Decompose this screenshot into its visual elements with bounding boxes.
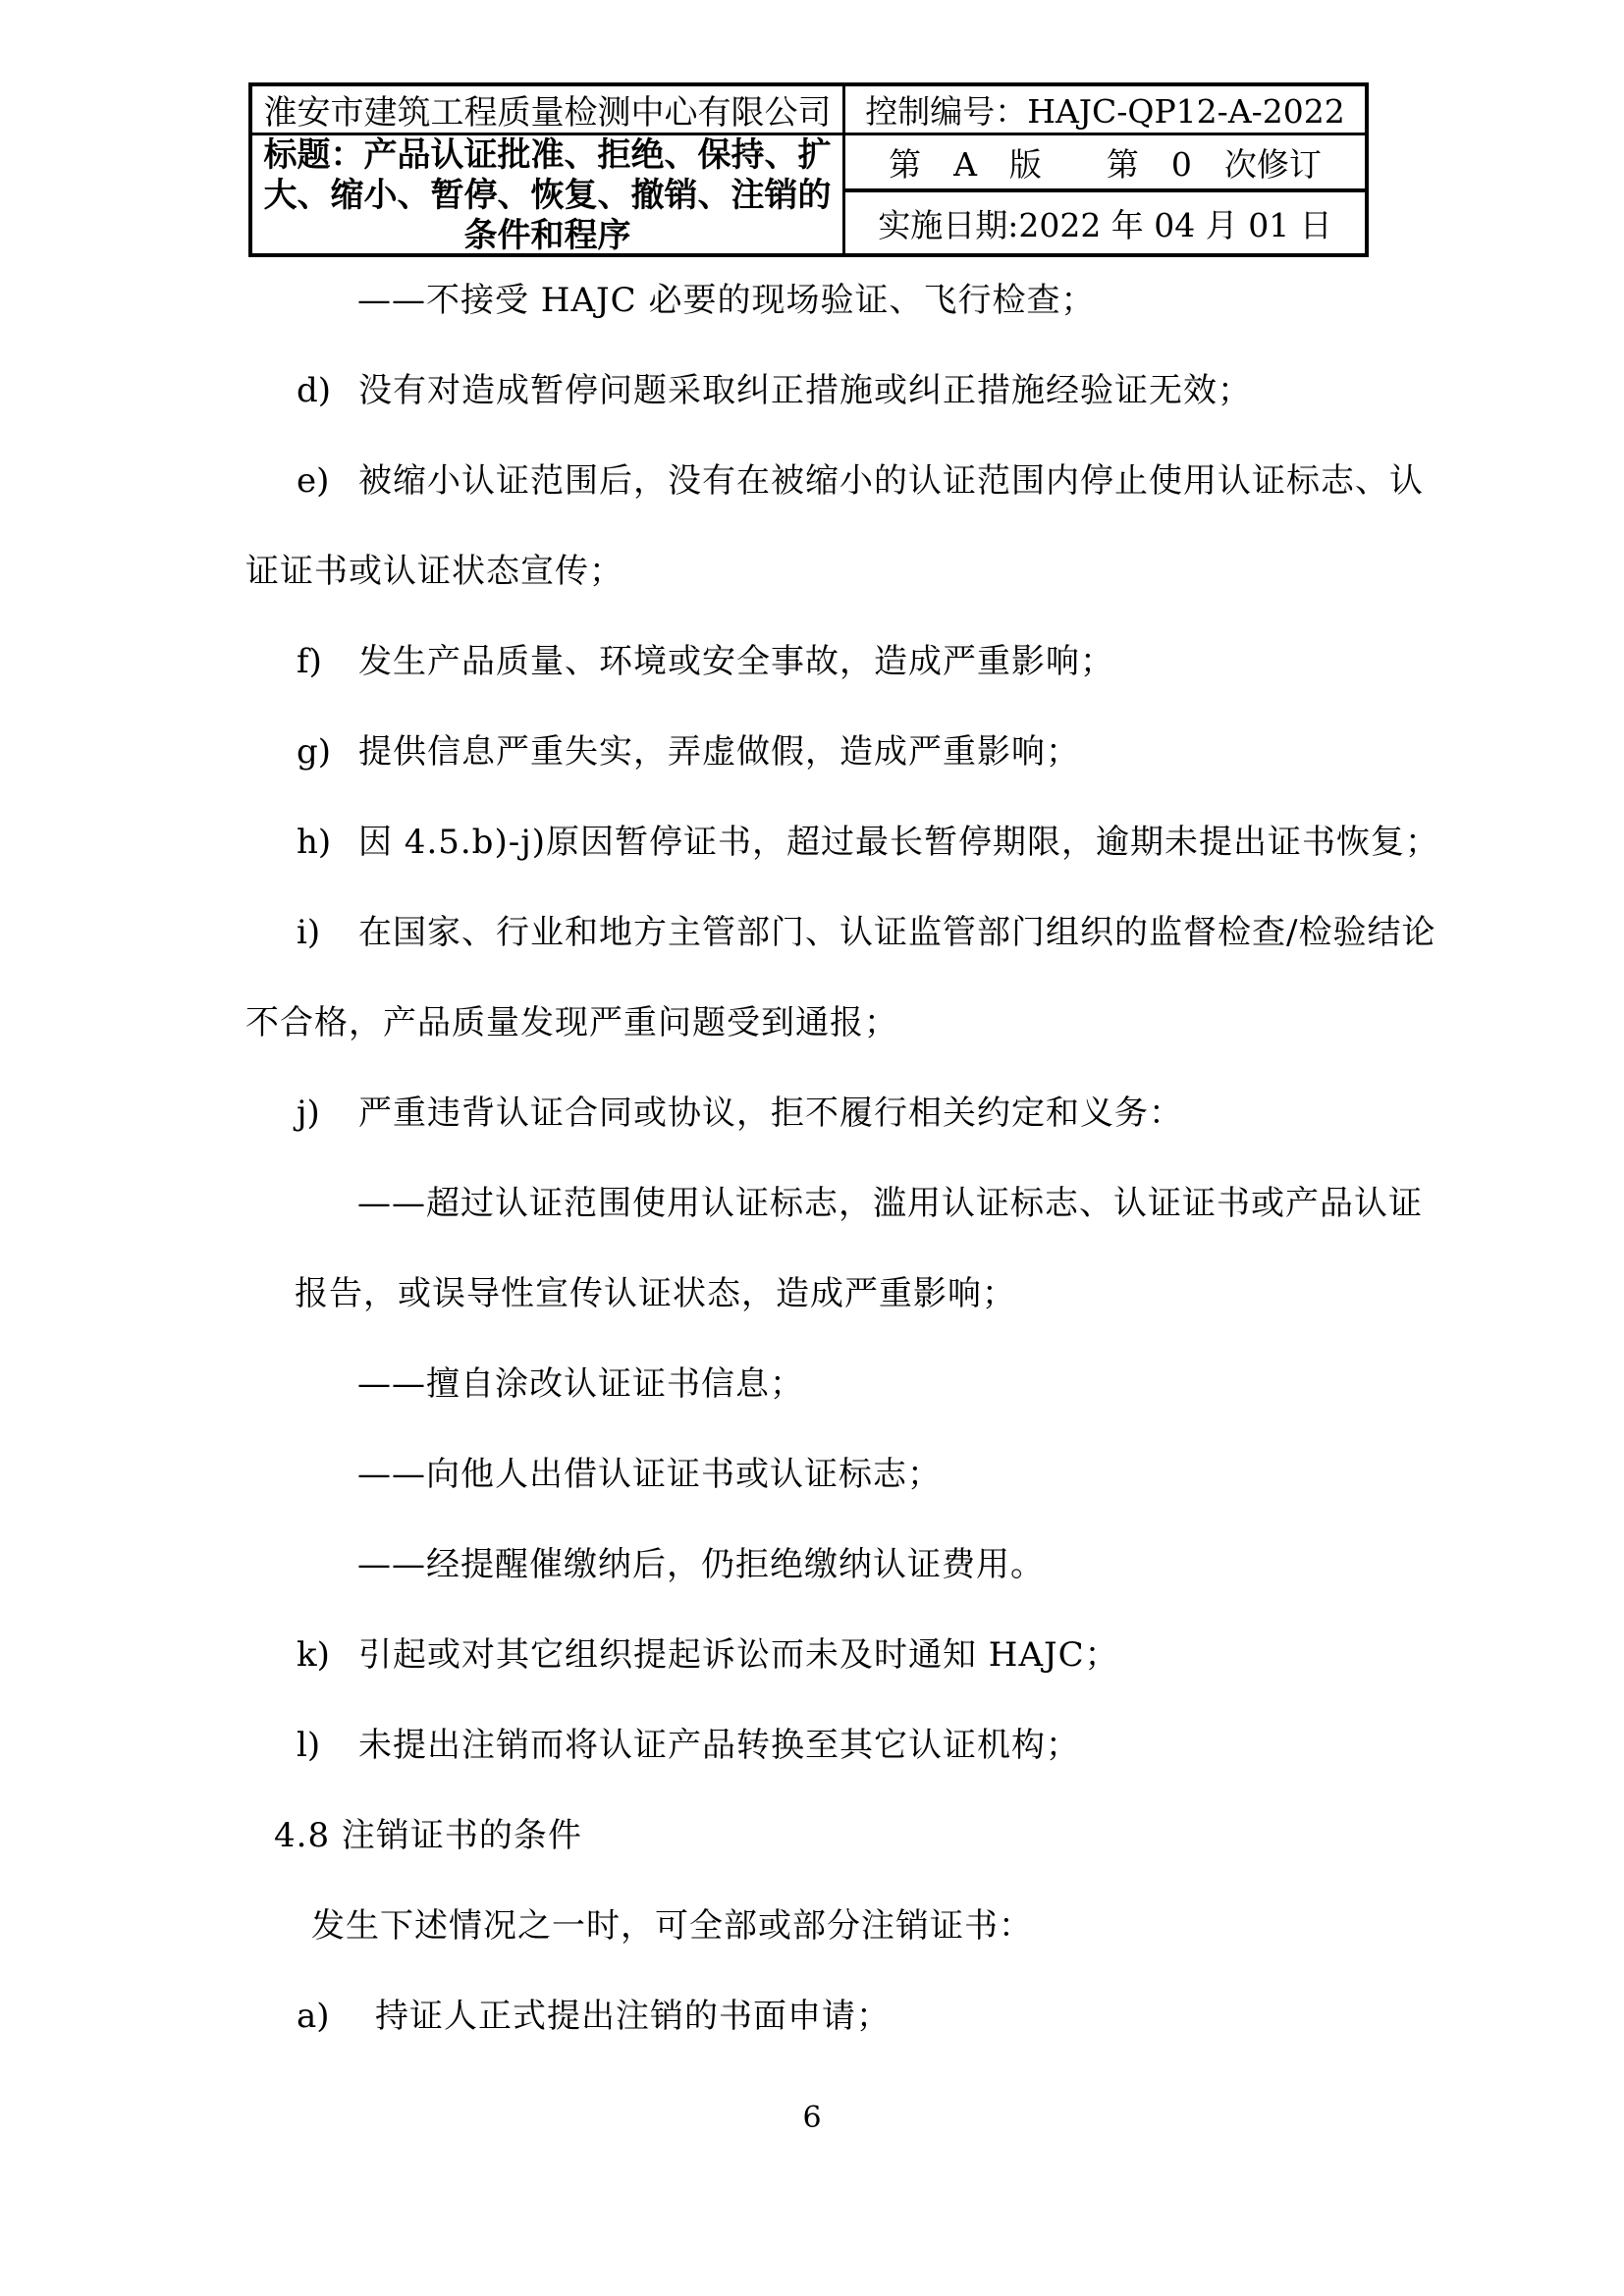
header-right-column [845, 86, 1365, 253]
body-line-text: 不合格，产品质量发现严重问题受到通报； [245, 1003, 898, 1042]
body-line-text: 提供信息严重失实，弄虚做假，造成严重影响； [358, 732, 1080, 772]
document-title-cell [252, 135, 842, 256]
body-line-item-e-continuation [245, 551, 623, 592]
document-title-line: 标题：产品认证批准、拒绝、保持、扩 [263, 135, 832, 175]
body-line-text: 因 4.5.b)-j)原因暂停证书，超过最长暂停期限，逾期未提出证书恢复； [358, 823, 1440, 862]
body-line-text: ——不接受 HAJC 必要的现场验证、飞行检查； [357, 281, 1096, 320]
control-number-cell [845, 86, 1365, 135]
document-header-table [248, 82, 1369, 257]
revision-cell [845, 135, 1365, 192]
body-line-item-h [245, 822, 1439, 863]
body-line-item-d [245, 370, 1252, 411]
section-heading-4-8 [245, 1815, 582, 1856]
effective-date: 实施日期:2022 年 04 月 01 日 [878, 205, 1332, 244]
body-line-dash-alter-certificate [245, 1363, 804, 1405]
document-title-line: 条件和程序 [463, 216, 631, 255]
body-line-dash-exceed-scope [245, 1183, 1423, 1224]
body-line-text: 严重违背认证合同或协议，拒不履行相关约定和义务： [358, 1094, 1183, 1133]
revision-text: 第 A 版 第 0 次修订 [889, 144, 1322, 184]
body-line-text: 引起或对其它组织提起诉讼而未及时通知 HAJC； [358, 1635, 1119, 1675]
body-line-dash-site-verification [245, 280, 1095, 321]
body-line-text: 在国家、行业和地方主管部门、认证监管部门组织的监督检查/检验结论 [358, 913, 1436, 952]
body-line-text: 4.8 注销证书的条件 [274, 1816, 582, 1855]
body-line-paragraph-intro [245, 1905, 1033, 1947]
list-item-label: i) [297, 913, 321, 952]
body-line-text: ——超过认证范围使用认证标志，滥用认证标志、认证证书或产品认证 [357, 1184, 1423, 1223]
body-line-text: 被缩小认证范围后，没有在被缩小的认证范围内停止使用认证标志、认 [358, 461, 1424, 501]
body-line-text: 持证人正式提出注销的书面申请； [375, 1997, 891, 2036]
list-item-label: e) [297, 461, 330, 501]
list-item-label: h) [297, 823, 332, 862]
company-name: 淮安市建筑工程质量检测中心有限公司 [263, 93, 832, 133]
body-line-item-f [245, 641, 1114, 682]
body-line-item-i-continuation [245, 1002, 898, 1043]
body-line-text: ——经提醒催缴纳后，仍拒绝缴纳认证费用。 [357, 1545, 1045, 1584]
body-line-text: 发生产品质量、环境或安全事故，造成严重影响； [358, 642, 1114, 681]
effective-date-cell [845, 192, 1365, 253]
list-item-label: g) [297, 732, 332, 772]
body-line-text: ——擅自涂改认证证书信息； [357, 1364, 804, 1404]
body-line-item-j [245, 1093, 1183, 1134]
list-item-label: j) [297, 1094, 320, 1133]
body-line-text: 发生下述情况之一时，可全部或部分注销证书： [311, 1906, 1033, 1946]
header-left-column [252, 86, 845, 253]
body-line-text: 证证书或认证状态宣传； [245, 552, 623, 591]
body-line-item-a [245, 1996, 891, 2037]
list-item-label: l) [297, 1726, 321, 1765]
body-line-dash-refuse-payment [245, 1544, 1045, 1585]
body-line-text: 没有对造成暂停问题采取纠正措施或纠正措施经验证无效； [358, 371, 1252, 410]
body-line-item-i [245, 912, 1435, 953]
control-number: 控制编号：HAJC-QP12-A-2022 [865, 92, 1345, 131]
body-line-dash-continuation [245, 1273, 1016, 1314]
page-number: 6 [802, 2101, 822, 2135]
list-item-label: a) [297, 1997, 330, 2036]
body-line-item-l [245, 1725, 1080, 1766]
list-item-label: k) [297, 1635, 330, 1675]
list-item-label: d) [297, 371, 332, 410]
body-line-item-e [245, 460, 1424, 502]
body-line-text: ——向他人出借认证证书或认证标志； [357, 1455, 942, 1494]
body-line-item-g [245, 731, 1080, 773]
body-line-item-k [245, 1634, 1119, 1676]
body-line-dash-lend-certificate [245, 1454, 942, 1495]
list-item-label: f) [297, 642, 322, 681]
body-line-text: 报告，或误导性宣传认证状态，造成严重影响； [295, 1274, 1016, 1313]
company-name-cell [252, 86, 842, 135]
body-line-text: 未提出注销而将认证产品转换至其它认证机构； [358, 1726, 1080, 1765]
document-title-line: 大、缩小、暂停、恢复、撤销、注销的 [263, 176, 832, 215]
